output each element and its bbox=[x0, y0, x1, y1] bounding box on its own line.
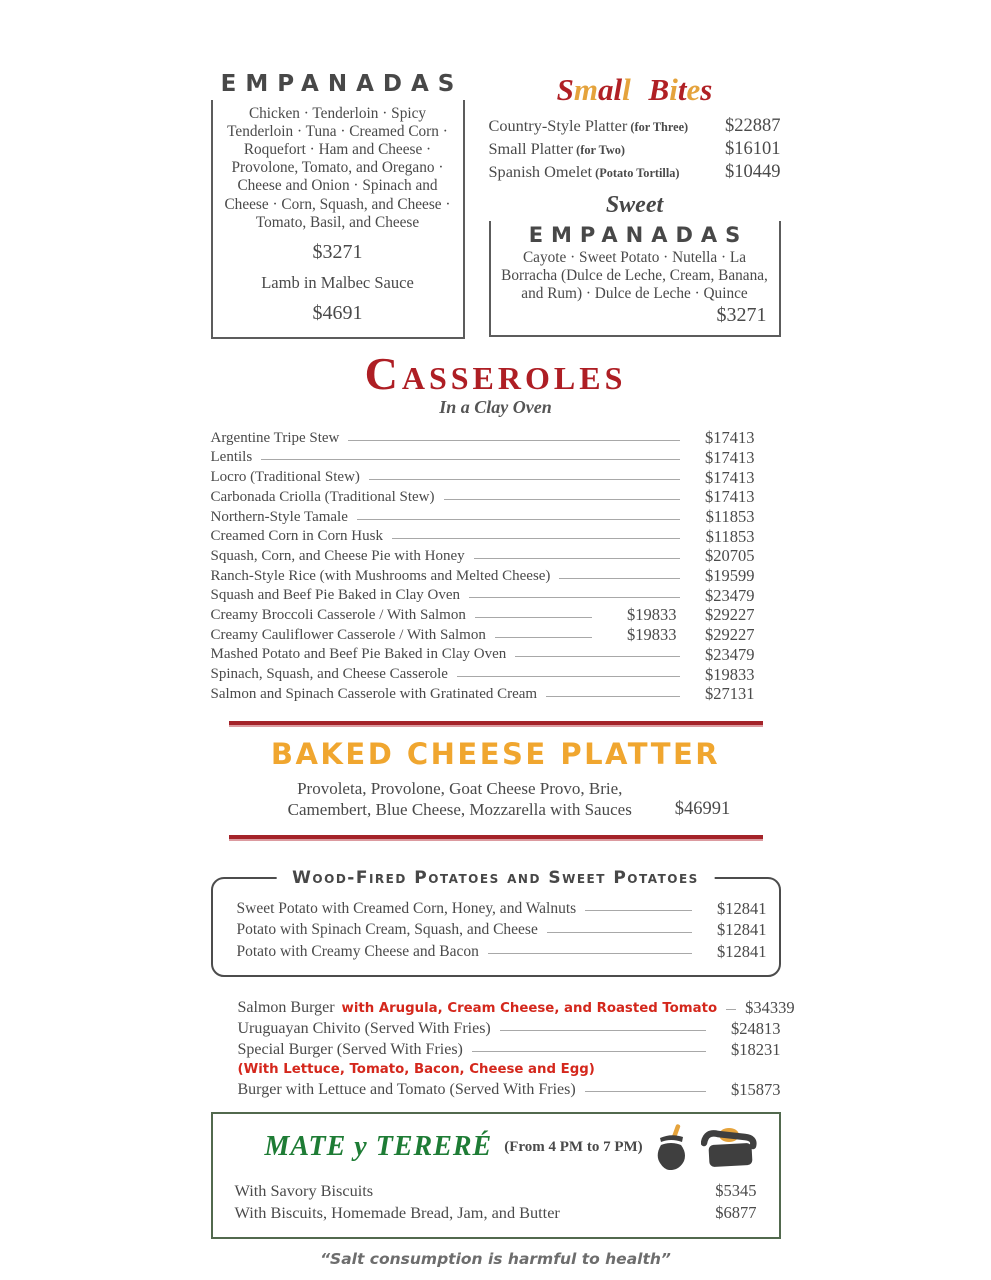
menu-item-row bbox=[211, 487, 755, 507]
item-name: Salmon and Spinach Casserole with Gratinated Cream bbox=[210, 685, 538, 702]
item-price: $11853 bbox=[705, 526, 755, 546]
menu-item-row bbox=[238, 1039, 781, 1060]
item-name: Spinach, Squash, and Cheese Casserole bbox=[210, 666, 448, 683]
menu-item-row bbox=[211, 507, 755, 527]
title-letter: e bbox=[686, 72, 701, 107]
item-price: $19833 bbox=[705, 664, 755, 684]
empanadas-special-price: $4691 bbox=[312, 301, 363, 324]
menu-item-row bbox=[211, 566, 755, 586]
menu-item-row bbox=[237, 919, 767, 941]
item-name: Small Platter (for Two) bbox=[488, 139, 625, 158]
casseroles-subtitle: In a Clay Oven bbox=[439, 396, 552, 417]
title-letter bbox=[631, 72, 649, 107]
empanadas-title: EMPANADAS bbox=[220, 71, 464, 97]
leader-line bbox=[469, 597, 679, 598]
section-divider bbox=[229, 721, 763, 727]
item-name: Carbonada Criolla (Traditional Stew) bbox=[210, 488, 435, 505]
mate-hours: (From 4 PM to 7 PM) bbox=[504, 1138, 643, 1155]
top-section bbox=[211, 72, 781, 339]
menu-item-row bbox=[211, 448, 755, 468]
item-name: Potato with Creamy Cheese and Bacon bbox=[236, 942, 479, 960]
item-price: $34339 bbox=[745, 997, 795, 1017]
menu-item-row bbox=[238, 1079, 781, 1100]
item-name: With Savory Biscuits bbox=[234, 1181, 374, 1201]
item-price: $12841 bbox=[717, 941, 767, 961]
item-name: Creamy Broccoli Casserole / With Salmon bbox=[210, 606, 466, 623]
leader-line bbox=[357, 519, 680, 520]
item-note-red: (With Lettuce, Tomato, Bacon, Cheese and Egg) bbox=[237, 1062, 595, 1078]
item-price: $17413 bbox=[705, 428, 755, 448]
menu-page bbox=[210, 0, 795, 1269]
item-price: $20705 bbox=[705, 546, 755, 566]
cheese-platter-price: $46991 bbox=[674, 798, 731, 819]
menu-item-row bbox=[238, 1018, 781, 1039]
item-price: $17413 bbox=[705, 467, 755, 487]
leader-line bbox=[392, 538, 680, 539]
title-letter: B bbox=[648, 72, 670, 107]
menu-item-row bbox=[489, 115, 781, 138]
mate-list bbox=[235, 1180, 757, 1224]
cheese-platter-title: BAKED CHEESE PLATTER bbox=[270, 737, 721, 772]
title-letter: s bbox=[700, 72, 713, 107]
item-name: Ranch-Style Rice (with Mushrooms and Melted Cheese) bbox=[210, 567, 551, 584]
item-note: (for Two) bbox=[573, 143, 625, 157]
cheese-platter-description: Provoleta, Provolone, Goat Cheese Provo, Brie, Camembert, Blue Cheese, Mozzarella with Sauces bbox=[287, 778, 632, 820]
item-note: (Potato Tortilla) bbox=[592, 166, 680, 180]
cheese-platter-row bbox=[211, 778, 781, 821]
item-name: Burger with Lettuce and Tomato (Served With Fries) bbox=[237, 1080, 576, 1098]
menu-item-row bbox=[211, 586, 755, 606]
casseroles-list bbox=[211, 428, 781, 704]
menu-item-row bbox=[211, 645, 755, 665]
menu-item-row bbox=[235, 1202, 757, 1224]
empanadas-section bbox=[211, 72, 465, 339]
item-price: $5345 bbox=[715, 1181, 757, 1201]
item-name: Northern-Style Tamale bbox=[210, 508, 348, 525]
item-price: $23479 bbox=[705, 644, 755, 664]
menu-item-row bbox=[235, 1180, 757, 1202]
small-bites-list bbox=[489, 115, 781, 184]
item-name: Squash, Corn, and Cheese Pie with Honey bbox=[210, 547, 465, 564]
title-letter: i bbox=[669, 72, 678, 107]
sweet-empanadas-script-title: Sweet bbox=[605, 192, 664, 218]
leader-line bbox=[546, 696, 679, 697]
item-name: Creamed Corn in Corn Husk bbox=[210, 528, 383, 545]
menu-item-row bbox=[237, 997, 795, 1018]
menu-item-row bbox=[211, 547, 755, 567]
sweet-empanadas-price: $3271 bbox=[716, 303, 767, 326]
item-price: $12841 bbox=[717, 898, 767, 918]
title-letter: a bbox=[598, 72, 614, 107]
menu-item-row bbox=[211, 625, 755, 645]
empanadas-price: $3271 bbox=[312, 240, 363, 263]
item-price: $12841 bbox=[717, 920, 767, 939]
item-name: Potato with Spinach Cream, Squash, and Cheese bbox=[236, 921, 538, 938]
title-letter: t bbox=[677, 72, 687, 107]
item-name: Mashed Potato and Beef Pie Baked in Clay Oven bbox=[210, 646, 507, 663]
item-price: $24813 bbox=[731, 1018, 781, 1038]
item-name: Sweet Potato with Creamed Corn, Honey, and Walnuts bbox=[236, 899, 577, 917]
menu-item-row bbox=[237, 941, 767, 963]
leader-line bbox=[547, 932, 692, 933]
item-name: Argentine Tripe Stew bbox=[210, 429, 340, 446]
item-name: Spanish Omelet (Potato Tortilla) bbox=[488, 162, 680, 181]
cheese-platter-section bbox=[211, 739, 781, 821]
mate-section bbox=[211, 1112, 781, 1239]
item-price: $11853 bbox=[705, 507, 755, 527]
item-price: $29227 bbox=[705, 625, 755, 645]
item-name: Squash and Beef Pie Baked in Clay Oven bbox=[210, 587, 461, 604]
leader-line bbox=[444, 499, 680, 500]
leader-line bbox=[585, 1091, 706, 1092]
leader-line bbox=[585, 910, 691, 911]
item-price: $23479 bbox=[705, 585, 755, 605]
leader-line bbox=[261, 459, 679, 460]
item-price: $17413 bbox=[705, 447, 755, 467]
item-price: $22887 bbox=[725, 116, 781, 136]
title-letter: S bbox=[556, 72, 574, 107]
title-letter: m bbox=[573, 72, 599, 107]
small-bites-title bbox=[489, 74, 781, 105]
sweet-empanadas-varieties: Cayote · Sweet Potato · Nutella · La Borracha (Dulce de Leche, Cream, Banana, and Rum) · Dulce de Leche · Quince bbox=[501, 249, 768, 303]
menu-item-row bbox=[211, 684, 755, 704]
leader-line bbox=[348, 440, 679, 441]
item-name: Special Burger (Served With Fries) bbox=[237, 1040, 463, 1058]
potatoes-title: Wood-Fired Potatoes and Sweet Potatoes bbox=[276, 868, 715, 888]
item-name: Country-Style Platter (for Three) bbox=[488, 116, 689, 135]
item-name: Creamy Cauliflower Casserole / With Salmon bbox=[210, 626, 486, 643]
leader-line bbox=[475, 617, 592, 618]
leader-line bbox=[472, 1051, 706, 1052]
mate-icons bbox=[653, 1124, 757, 1170]
leader-line bbox=[457, 676, 680, 677]
menu-item-row bbox=[237, 898, 767, 920]
leader-line bbox=[495, 637, 592, 638]
item-note: (for Three) bbox=[627, 120, 689, 134]
leader-line bbox=[488, 953, 692, 954]
mate-title: MATE y TERERÉ bbox=[264, 1131, 493, 1163]
item-note-red: with Arugula, Cream Cheese, and Roasted Tomato bbox=[341, 1000, 718, 1016]
item-price: $10449 bbox=[725, 162, 781, 182]
mate-gourd-icon bbox=[653, 1124, 689, 1170]
burgers-list bbox=[237, 997, 795, 1100]
mate-header bbox=[235, 1120, 757, 1174]
item-price: $27131 bbox=[705, 684, 755, 704]
item-name: Salmon Burger with Arugula, Cream Cheese, and Roasted Tomato bbox=[237, 998, 718, 1016]
casseroles-title: Casseroles bbox=[364, 347, 627, 399]
menu-item-row bbox=[211, 606, 755, 626]
menu-item-row bbox=[211, 428, 755, 448]
sweet-empanadas-title: EMPANADAS bbox=[528, 223, 749, 248]
kettle-pot-icon bbox=[701, 1124, 757, 1170]
small-bites-section bbox=[489, 72, 781, 337]
menu-item-row bbox=[211, 665, 755, 685]
leader-line bbox=[559, 578, 679, 579]
item-price: $19599 bbox=[705, 566, 755, 586]
item-price: $18231 bbox=[731, 1039, 781, 1059]
leader-line bbox=[369, 479, 680, 480]
empanadas-special-name: Lamb in Malbec Sauce bbox=[261, 272, 414, 292]
item-price: $29227 bbox=[705, 605, 755, 625]
item-name: Lentils bbox=[210, 449, 253, 466]
title-letter: l bbox=[622, 72, 631, 107]
item-name: With Biscuits, Homemade Bread, Jam, and Butter bbox=[234, 1203, 560, 1223]
potatoes-section bbox=[211, 867, 781, 978]
section-divider bbox=[229, 835, 763, 841]
item-price-small: $19833 bbox=[627, 605, 677, 625]
item-price: $6877 bbox=[715, 1203, 757, 1223]
menu-item-row bbox=[489, 161, 781, 184]
menu-item-row bbox=[211, 527, 755, 547]
leader-line bbox=[726, 1009, 736, 1010]
item-price: $17413 bbox=[705, 487, 755, 507]
empanadas-varieties: Chicken · Tenderloin · Spicy Tenderloin · Tuna · Creamed Corn · Roquefort · Ham and Cheese · Provolone, Tomato, and Oregano · Cheese and Onion · Spinach and Cheese · Corn, Squash, and Cheese · Tomato, Basil, and Cheese bbox=[224, 105, 451, 231]
leader-line bbox=[515, 656, 679, 657]
empanadas-box bbox=[211, 100, 465, 338]
menu-item-row bbox=[211, 468, 755, 488]
health-warning: “Salt consumption is harmful to health” bbox=[320, 1250, 671, 1269]
item-name: Locro (Traditional Stew) bbox=[210, 469, 360, 486]
menu-item-row bbox=[489, 138, 781, 161]
leader-line bbox=[500, 1030, 706, 1031]
item-name: Uruguayan Chivito (Served With Fries) bbox=[237, 1019, 491, 1037]
item-price: $15873 bbox=[731, 1079, 781, 1099]
leader-line bbox=[474, 558, 680, 559]
title-letter: l bbox=[613, 72, 623, 107]
item-price: $16101 bbox=[725, 139, 781, 159]
sweet-empanadas-box bbox=[489, 221, 781, 336]
potatoes-list bbox=[237, 898, 767, 963]
item-price-small: $19833 bbox=[627, 625, 677, 645]
